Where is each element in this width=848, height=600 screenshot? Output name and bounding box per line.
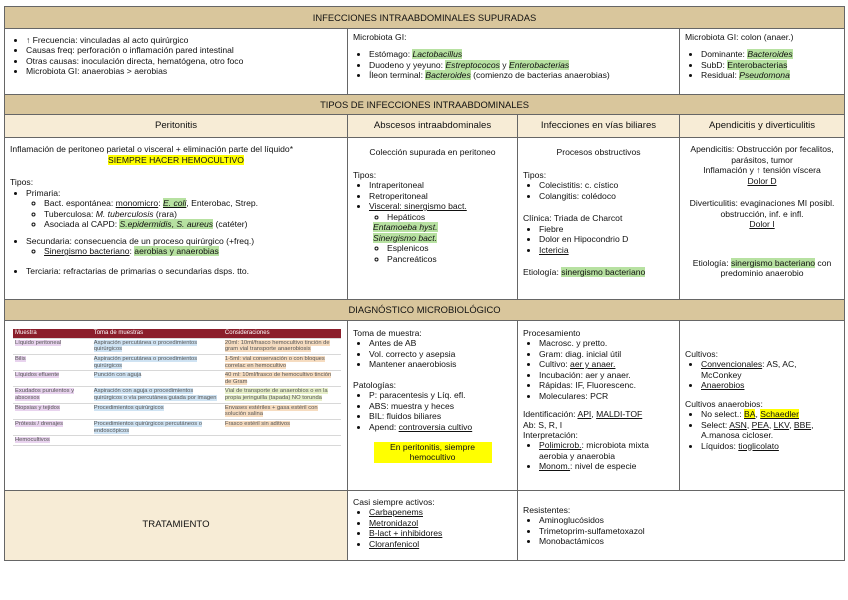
toma-muestra-label: Toma de muestra: xyxy=(353,327,422,338)
abscesos-tipos-label: Tipos: xyxy=(353,169,377,180)
absceso-esplenico: ◦ Esplenicos xyxy=(387,243,512,253)
table-row: Bilis Aspiración percutánea o procedimientos quirúrgicos 1-5ml: vial conservación o con bloques correlac en hemocultivo xyxy=(13,354,341,370)
identificacion: Identificación: API, MALDI-TOF xyxy=(523,409,643,420)
interpretacion-label: Interpretación: xyxy=(523,430,578,440)
colon-dominante: • Dominante: Bacteroides xyxy=(701,49,839,59)
apendicitis-inflamacion: Inflamación y ↑ tensión víscera xyxy=(703,165,821,176)
cultivos-label: Cultivos: xyxy=(685,348,718,359)
muestras-header: Muestra xyxy=(13,329,92,338)
charcot-label: Clínica: Triada de Charcot xyxy=(523,213,623,224)
tratamiento-label: TRATAMIENTO xyxy=(5,490,348,560)
diverticulitis-dolor: Dolor I xyxy=(749,219,775,230)
activo-item: • B-lact + inhibidores xyxy=(369,528,512,538)
procesamiento-item: • Moleculares: PCR xyxy=(539,391,674,401)
muestras-table-cell xyxy=(5,320,348,490)
toma-item: • Antes de AB xyxy=(369,338,512,348)
table-row: Hemocultivos xyxy=(13,436,341,446)
hemocultivo-warning: SIEMPRE HACER HEMOCULTIVO xyxy=(108,154,244,165)
resistente-item: • Monobactámicos xyxy=(539,536,839,546)
peritonitis-tipos-label: Tipos: xyxy=(10,177,34,188)
table-row: Exudados purulentos y abscesos Aspiración con aguja o procedimientos quirúrgicos o vía percutánea guiada por imagen Vial de transporte de anaerobios o en la propia jeringuilla (tapada) NO torunda xyxy=(13,387,341,403)
header-abscesos: Abscesos intraabdominales xyxy=(348,115,518,138)
apendicitis-content xyxy=(680,138,845,300)
header-biliares: Infecciones en vías biliares xyxy=(518,115,680,138)
summary-sheet xyxy=(4,6,844,561)
muestras-header: Consideraciones xyxy=(223,329,341,338)
intro-item: • ↑ Frecuencia: vinculadas al acto quirúrgico xyxy=(26,35,342,45)
peritonitis-secundaria: • Secundaria: consecuencia de un proceso quirúrgico (+freq.) ◦ Sinergismo bacteriano: aerobias y anaerobias xyxy=(26,236,342,257)
charcot-dolor: • Dolor en Hipocondrio D xyxy=(539,234,674,244)
peritonitis-terciaria: • Terciaria: refractarias de primarias o secundarias dsps. tto. xyxy=(26,266,342,276)
procesamiento-item: • Rápidas: IF, Fluorescenc. xyxy=(539,380,674,390)
absceso-hepatico: ◦ Hepáticos Entamoeba hyst. Sinergismo bact. xyxy=(387,212,512,243)
microbiota-estomago: • Estómago: Lactobacillus xyxy=(369,49,674,59)
resistente-item: • Trimetoprim-sulfametoxazol xyxy=(539,526,839,536)
procesamiento-content xyxy=(518,320,680,490)
apendicitis-etiologia: Etiología: sinergismo bacteriano con predominio anaerobio xyxy=(692,257,832,279)
intro-general xyxy=(5,29,348,95)
apendicitis-definition: Apendicitis: Obstrucción por fecalitos, parásitos, tumor xyxy=(690,144,834,165)
muestras-header-row xyxy=(13,329,341,338)
absceso-pancreatico: ◦ Pancreáticos xyxy=(387,254,512,264)
patologia-item: • P: paracentesis y Líq. efl. xyxy=(369,390,512,400)
patologia-item: • Apend: controversia cultivo xyxy=(369,422,512,432)
cultivo-anaerobio-item: • Líquidos: tioglicolato xyxy=(701,441,839,451)
colon-residual: • Residual: Pseudomona xyxy=(701,70,839,80)
interpretacion-item: • Monom.: nivel de especie xyxy=(539,461,674,471)
table-row: Biopsias y tejidos Procedimientos quirúrgicos Envases estériles + gasa estéril con solución salina xyxy=(13,403,341,419)
microbiota-duodeno: • Duodeno y yeyuno: Estreptococos y Enterobacterias xyxy=(369,60,674,70)
cultivo-anaerobio-item: • No select.: BA, Schaedler xyxy=(701,409,839,419)
biliar-colecistitis: • Colecistitis: c. cístico xyxy=(539,180,674,190)
activos-content xyxy=(348,490,518,560)
diagnostic-section-title: DIAGNÓSTICO MICROBIOLÓGICO xyxy=(5,300,845,320)
procesamiento-item: • Incubación: aer y anaer. xyxy=(539,370,674,380)
microbiota-ileon: • Íleon terminal: Bacteroides (comienzo de bacterias anaerobias) xyxy=(369,70,674,80)
header-peritonitis: Peritonitis xyxy=(5,115,348,138)
procesamiento-item: • Cultivo: aer y anaer. xyxy=(539,359,674,369)
charcot-ictericia: • Ictericia xyxy=(539,245,674,255)
resistentes-content xyxy=(518,490,845,560)
page-title: INFECCIONES INTRAABDOMINALES SUPURADAS xyxy=(5,7,845,29)
patologia-item: • ABS: muestra y heces xyxy=(369,401,512,411)
muestras-table xyxy=(13,329,341,446)
antibiograma: Ab: S, R, I xyxy=(523,419,563,430)
resistentes-label: Resistentes: xyxy=(523,504,571,515)
primaria-capd: ◦ Asociada al CAPD: S.epidermidis, S. aureus (catéter) xyxy=(44,219,342,229)
absceso-visceral: • Visceral: sinergismo bact. ◦ Hepáticos Entamoeba hyst. Sinergismo bact. ◦ Esplenicos ◦ Pancreáticos xyxy=(369,201,512,264)
primaria-tuberculosa: ◦ Tuberculosa: M. tuberculosis (rara) xyxy=(44,209,342,219)
interpretacion-item: • Polimicrob.: microbiota mixta aerobia y anaerobia xyxy=(539,440,674,461)
biliares-definition: Procesos obstructivos xyxy=(556,147,641,158)
toma-item: • Vol. correcto y asepsia xyxy=(369,349,512,359)
toma-muestra-content xyxy=(348,320,518,490)
muestras-header: Toma de muestras xyxy=(92,329,223,338)
activo-item: • Carbapenems xyxy=(369,507,512,517)
peritonitis-content xyxy=(5,138,348,300)
toma-item: • Mantener anaerobiosis xyxy=(369,359,512,369)
procesamiento-label: Procesamiento xyxy=(523,327,581,338)
absceso-retroperitoneal: • Retroperitoneal xyxy=(369,191,512,201)
resistente-item: • Aminoglucósidos xyxy=(539,515,839,525)
cultivo-item: • Anaerobios xyxy=(701,380,839,390)
patologias-label: Patologías: xyxy=(353,379,396,390)
cultivos-anaerobios-label: Cultivos anaerobios: xyxy=(685,398,763,409)
peritonitis-primaria: • Primaria: ◦ Bact. espontánea: monomicro: E. coli, Enterobac, Strep. ◦ Tuberculosa: M. tuberculosis (rara) ◦ Asociada al CAPD: S.epidermidis, S. aureus (catéter) xyxy=(26,188,342,230)
intro-item: • Causas freq: perforación o inflamación pared intestinal xyxy=(26,45,342,55)
abscesos-content xyxy=(348,138,518,300)
peritonitis-definition: Inflamación de peritoneo parietal o visceral + eliminación parte del líquido* xyxy=(10,144,294,155)
microbiota-colon-title: Microbiota GI: colon (anaer.) xyxy=(685,32,794,42)
cultivo-item: • Convencionales: AS, AC, McConkey xyxy=(701,359,839,380)
patologia-item: • BIL: fluidos biliares xyxy=(369,411,512,421)
activo-item: • Cloranfenicol xyxy=(369,539,512,549)
cultivos-content xyxy=(680,320,845,490)
apendicitis-dolor: Dolor D xyxy=(747,175,777,186)
microbiota-gi-title: Microbiota GI: xyxy=(353,32,407,42)
intro-item: • Otras causas: inoculación directa, hematógena, otro foco xyxy=(26,56,342,66)
cultivo-anaerobio-item: • Select: ASN, PEA, LKV, BBE, A.manosa cicloser. xyxy=(701,420,839,441)
intro-microbiota-colon xyxy=(680,29,845,95)
peritonitis-hemocultivo-note: En peritonitis, siempre hemocultivo xyxy=(374,442,492,463)
activos-label: Casi siempre activos: xyxy=(353,496,435,507)
charcot-fiebre: • Fiebre xyxy=(539,224,674,234)
biliar-colangitis: • Colangitis: colédoco xyxy=(539,191,674,201)
intro-microbiota-gi xyxy=(348,29,680,95)
colon-subdominante: • SubD: Enterobacterias xyxy=(701,60,839,70)
activo-item: • Metronidazol xyxy=(369,518,512,528)
header-apendicitis: Apendicitis y diverticulitis xyxy=(680,115,845,138)
secundaria-sinergismo: ◦ Sinergismo bacteriano: aerobias y anaerobias xyxy=(44,246,342,256)
summary-table xyxy=(4,6,845,561)
biliares-tipos-label: Tipos: xyxy=(523,169,547,180)
biliares-content xyxy=(518,138,680,300)
procesamiento-item: • Macrosc. y pretto. xyxy=(539,338,674,348)
table-row: Líquidos efluente Punción con aguja 40 ml: 10ml/frasco de hemocultivo tinción de Gram xyxy=(13,371,341,387)
primaria-espontanea: ◦ Bact. espontánea: monomicro: E. coli, Enterobac, Strep. xyxy=(44,198,342,208)
abscesos-definition: Colección supurada en peritoneo xyxy=(369,147,496,158)
diverticulitis-definition: Diverticulitis: evaginaciones MI posibl. obstrucción, inf. e infl. xyxy=(689,198,835,219)
types-section-title: TIPOS DE INFECCIONES INTRAABDOMINALES xyxy=(5,95,845,115)
absceso-intraperitoneal: • Intraperitoneal xyxy=(369,180,512,190)
procesamiento-item: • Gram: diag. inicial útil xyxy=(539,349,674,359)
table-row: Líquido peritoneal Aspiración percutánea o procedimientos quirúrgicos 20ml: 10ml/frasco hemocultivo tinción de gram vial transporte anaerobiosis xyxy=(13,338,341,354)
intro-item: • Microbiota GI: anaerobias > aerobias xyxy=(26,66,342,76)
table-row: Prótesis / drenajes Procedimientos quirúrgicos percutáneos o endoscópicos Frasco estéril sin aditivos xyxy=(13,420,341,436)
biliares-etiologia: Etiología: sinergismo bacteriano xyxy=(523,267,646,278)
